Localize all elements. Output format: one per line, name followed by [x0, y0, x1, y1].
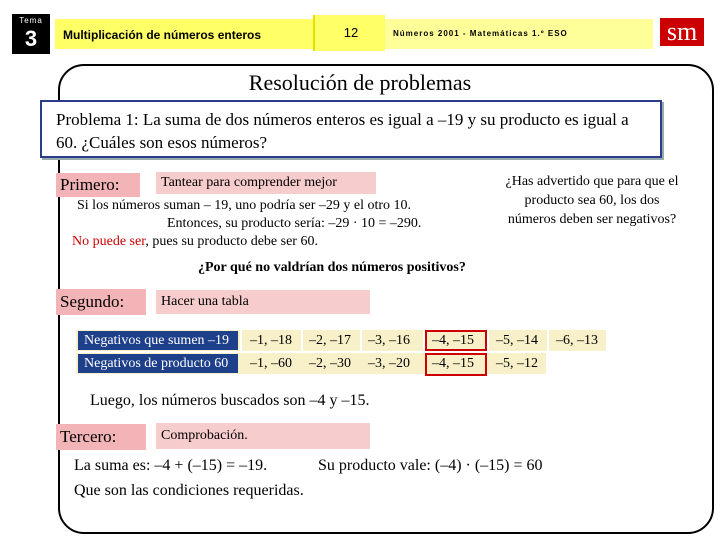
- step2-conclusion: Luego, los números buscados son –4 y –15.: [90, 392, 370, 409]
- hint-note: ¿Has advertido que para que el producto sea 60, los dos números deben ser negativos?: [505, 174, 679, 227]
- step1-line1: Si los números suman – 19, uno podría ser –29 y el otro 10.: [77, 198, 412, 213]
- sm-logo-text: sm: [666, 18, 698, 46]
- table-cell: –3, –16: [368, 333, 410, 348]
- table-cell: –2, –17: [309, 333, 351, 348]
- step1-line3-rest: , pues su producto debe ser 60.: [145, 234, 318, 249]
- table-cell: –4, –15: [432, 356, 474, 371]
- product-check: Su producto vale: (–4) · (–15) = 60: [318, 457, 543, 474]
- tema-badge: [12, 14, 50, 54]
- table-cell: –1, –60: [250, 356, 292, 371]
- step1-label: Primero:: [56, 173, 140, 197]
- problem-box: [40, 100, 662, 158]
- step1-line3-red: No puede ser: [72, 234, 146, 249]
- table-cell: –5, –14: [496, 333, 538, 348]
- table-row-head: Negativos de producto 60: [78, 354, 238, 373]
- table-cell: –4, –15: [432, 333, 474, 348]
- header-title: Multiplicación de números enteros: [63, 28, 262, 42]
- step2-label: Segundo:: [56, 289, 146, 315]
- table-divider: [487, 330, 489, 351]
- header-subtitle: Números 2001 - Matemáticas 1.º ESO: [393, 29, 568, 38]
- step1-line2: Entonces, su producto sería: –29 · 10 = –290.: [167, 216, 422, 231]
- sum-check: La suma es: –4 + (–15) = –19.: [74, 457, 268, 474]
- table-divider: [547, 330, 549, 351]
- step1-desc: Tantear para comprender mejor: [156, 172, 376, 194]
- table-cell: –3, –20: [368, 356, 410, 371]
- table-row-head: Negativos que sumen –19: [78, 331, 238, 350]
- page-number-box: [313, 15, 385, 51]
- header-subtitle-bar: [385, 19, 653, 49]
- step3-label: Tercero:: [56, 424, 146, 450]
- table-cell: –5, –12: [496, 356, 538, 371]
- step2-desc: Hacer una tabla: [156, 290, 370, 314]
- tema-label: Tema: [19, 16, 43, 25]
- tema-number: 3: [24, 26, 38, 51]
- section-title: Resolución de problemas: [248, 70, 472, 95]
- page-number: 12: [343, 25, 359, 40]
- step1-question: ¿Por qué no valdrían dos números positivos?: [198, 260, 466, 275]
- table-cell: –2, –30: [309, 356, 351, 371]
- step3-desc: Comprobación.: [156, 423, 370, 449]
- sm-logo: [660, 18, 704, 46]
- answer-highlight: [425, 353, 487, 376]
- answer-highlight: [425, 330, 487, 351]
- table-divider: [240, 330, 242, 351]
- step1-line3: [72, 234, 318, 250]
- final-statement: Que son las condiciones requeridas.: [74, 482, 304, 499]
- table-divider: [360, 330, 362, 351]
- header-title-bar: [55, 19, 313, 49]
- problem-text: Problema 1: La suma de dos números enteros es igual a –19 y su producto es igual a 60. ¿Cuáles son esos números?: [56, 110, 629, 152]
- table-row: [76, 330, 606, 351]
- header-band: [0, 0, 720, 62]
- table-divider: [301, 330, 303, 351]
- search-table: [76, 330, 606, 377]
- table-cell: –1, –18: [250, 333, 292, 348]
- table-cell: –6, –13: [556, 333, 598, 348]
